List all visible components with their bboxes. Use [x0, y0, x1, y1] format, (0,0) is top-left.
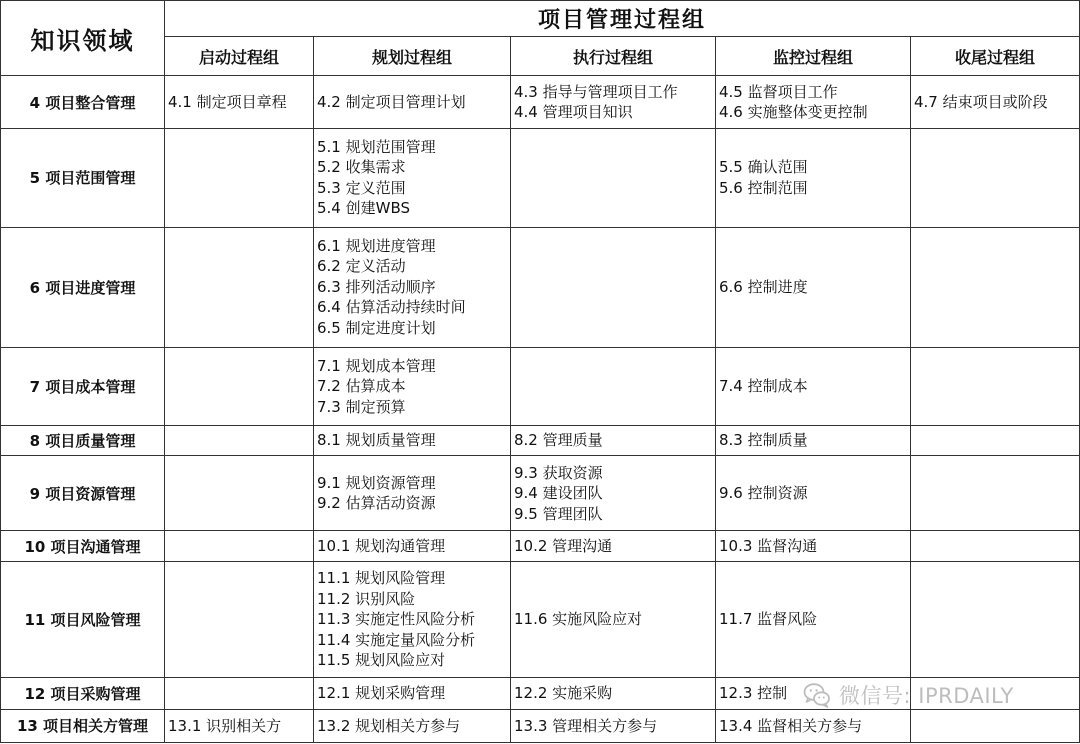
- process-item: 12.3 控制: [719, 684, 788, 703]
- cell-executing: [511, 227, 716, 347]
- process-item: 4.4 管理项目知识: [514, 103, 633, 122]
- table-row: [1, 709, 1080, 742]
- process-item: 10.3 监督沟通: [719, 537, 818, 556]
- process-item: 13.2 规划相关方参与: [317, 716, 461, 735]
- cell-monitoring: [716, 129, 911, 227]
- process-item: 8.1 规划质量管理: [317, 431, 436, 450]
- cell-initiating: [165, 76, 314, 129]
- cell-planning: [314, 426, 511, 456]
- process-item: 11.2 识别风险: [317, 589, 416, 608]
- process-item: 11.7 监督风险: [719, 610, 818, 629]
- cell-planning: [314, 227, 511, 347]
- cell-monitoring: [716, 531, 911, 562]
- cell-initiating: [165, 426, 314, 456]
- process-item: 7.2 估算成本: [317, 377, 406, 396]
- column-header-executing: 执行过程组: [511, 37, 716, 76]
- process-item: 7.1 规划成本管理: [317, 356, 436, 375]
- table-row: [1, 347, 1080, 425]
- cell-closing: [911, 426, 1080, 456]
- knowledge-area-label: 9 项目资源管理: [1, 456, 165, 531]
- table-row: [1, 456, 1080, 531]
- process-item: 9.3 获取资源: [514, 463, 603, 482]
- cell-executing: [511, 347, 716, 425]
- cell-initiating: [165, 456, 314, 531]
- process-item: 4.3 指导与管理项目工作: [514, 82, 678, 101]
- knowledge-area-label: 11 项目风险管理: [1, 562, 165, 677]
- process-item: 5.3 定义范围: [317, 178, 406, 197]
- table-row: [1, 531, 1080, 562]
- cell-executing: [511, 677, 716, 709]
- cell-planning: [314, 347, 511, 425]
- cell-monitoring: [716, 347, 911, 425]
- process-item: 9.4 建设团队: [514, 484, 603, 503]
- cell-executing: [511, 531, 716, 562]
- cell-closing: [911, 227, 1080, 347]
- process-item: 6.3 排列活动顺序: [317, 277, 436, 296]
- cell-planning: [314, 709, 511, 742]
- process-item: 8.2 管理质量: [514, 431, 603, 450]
- cell-monitoring: [716, 76, 911, 129]
- cell-planning: [314, 531, 511, 562]
- cell-initiating: [165, 347, 314, 425]
- process-groups-title: 项目管理过程组: [165, 1, 1080, 37]
- knowledge-area-label: 10 项目沟通管理: [1, 531, 165, 562]
- cell-closing: [911, 456, 1080, 531]
- cell-executing: [511, 562, 716, 677]
- cell-monitoring: [716, 709, 911, 742]
- table-row: [1, 76, 1080, 129]
- process-item: 7.4 控制成本: [719, 377, 808, 396]
- cell-monitoring: [716, 426, 911, 456]
- process-item: 13.1 识别相关方: [168, 716, 282, 735]
- knowledge-area-label: 4 项目整合管理: [1, 76, 165, 129]
- process-item: 11.3 实施定性风险分析: [317, 610, 476, 629]
- process-item: 11.1 规划风险管理: [317, 569, 446, 588]
- process-item: 5.5 确认范围: [719, 158, 808, 177]
- process-item: 9.5 管理团队: [514, 504, 603, 523]
- cell-monitoring: [716, 456, 911, 531]
- knowledge-area-header: 知识领域: [1, 1, 165, 76]
- cell-closing: [911, 531, 1080, 562]
- table-row: [1, 227, 1080, 347]
- knowledge-area-label: 13 项目相关方管理: [1, 709, 165, 742]
- column-header-monitoring: 监控过程组: [716, 37, 911, 76]
- cell-planning: [314, 562, 511, 677]
- process-item: 10.2 管理沟通: [514, 537, 613, 556]
- process-item: 4.5 监督项目工作: [719, 82, 838, 101]
- cell-planning: [314, 456, 511, 531]
- process-item: 12.1 规划采购管理: [317, 684, 446, 703]
- cell-executing: [511, 709, 716, 742]
- wechat-icon: [803, 682, 831, 708]
- cell-executing: [511, 129, 716, 227]
- process-item: 13.4 监督相关方参与: [719, 716, 863, 735]
- cell-executing: [511, 76, 716, 129]
- table-row: [1, 426, 1080, 456]
- process-item: 5.1 规划范围管理: [317, 137, 436, 156]
- process-item: 6.5 制定进度计划: [317, 318, 436, 337]
- process-item: 4.1 制定项目章程: [168, 93, 287, 111]
- watermark: [803, 680, 1053, 710]
- process-item: 6.6 控制进度: [719, 277, 808, 296]
- process-item: 11.6 实施风险应对: [514, 610, 643, 629]
- column-header-initiating: 启动过程组: [165, 37, 314, 76]
- process-item: 4.2 制定项目管理计划: [317, 93, 466, 111]
- cell-closing: [911, 709, 1080, 742]
- cell-closing: [911, 76, 1080, 129]
- process-item: 8.3 控制质量: [719, 431, 808, 450]
- cell-planning: [314, 677, 511, 709]
- knowledge-area-label: 6 项目进度管理: [1, 227, 165, 347]
- process-item: 4.7 结束项目或阶段: [914, 93, 1048, 111]
- process-item: 12.2 实施采购: [514, 684, 613, 703]
- cell-closing: [911, 562, 1080, 677]
- process-item: 10.1 规划沟通管理: [317, 537, 446, 556]
- cell-initiating: [165, 129, 314, 227]
- process-item: 5.6 控制范围: [719, 178, 808, 197]
- cell-initiating: [165, 709, 314, 742]
- process-item: 4.6 实施整体变更控制: [719, 103, 868, 122]
- cell-initiating: [165, 562, 314, 677]
- knowledge-area-label: 8 项目质量管理: [1, 426, 165, 456]
- watermark-text: 微信号: IPRDAILY: [839, 684, 1014, 708]
- cell-closing: [911, 347, 1080, 425]
- knowledge-area-label: 12 项目采购管理: [1, 677, 165, 709]
- cell-closing: [911, 129, 1080, 227]
- table-row: [1, 562, 1080, 677]
- knowledge-area-label: 5 项目范围管理: [1, 129, 165, 227]
- process-item: 9.6 控制资源: [719, 484, 808, 503]
- cell-executing: [511, 456, 716, 531]
- process-item: 6.4 估算活动持续时间: [317, 298, 466, 317]
- process-item: 11.5 规划风险应对: [317, 651, 446, 670]
- process-item: 5.4 创建WBS: [317, 199, 411, 218]
- process-item: 13.3 管理相关方参与: [514, 716, 658, 735]
- column-header-closing: 收尾过程组: [911, 37, 1080, 76]
- process-item: 6.1 规划进度管理: [317, 236, 436, 255]
- table-row: [1, 129, 1080, 227]
- cell-planning: [314, 76, 511, 129]
- cell-initiating: [165, 227, 314, 347]
- cell-initiating: [165, 677, 314, 709]
- knowledge-area-label: 7 项目成本管理: [1, 347, 165, 425]
- cell-planning: [314, 129, 511, 227]
- process-item: 9.1 规划资源管理: [317, 473, 436, 492]
- process-item: 5.2 收集需求: [317, 158, 406, 177]
- cell-executing: [511, 426, 716, 456]
- process-item: 7.3 制定预算: [317, 397, 406, 416]
- process-item: 6.2 定义活动: [317, 257, 406, 276]
- cell-monitoring: [716, 227, 911, 347]
- cell-monitoring: [716, 562, 911, 677]
- column-header-planning: 规划过程组: [314, 37, 511, 76]
- cell-initiating: [165, 531, 314, 562]
- process-item: 9.2 估算活动资源: [317, 494, 436, 513]
- process-item: 11.4 实施定量风险分析: [317, 630, 476, 649]
